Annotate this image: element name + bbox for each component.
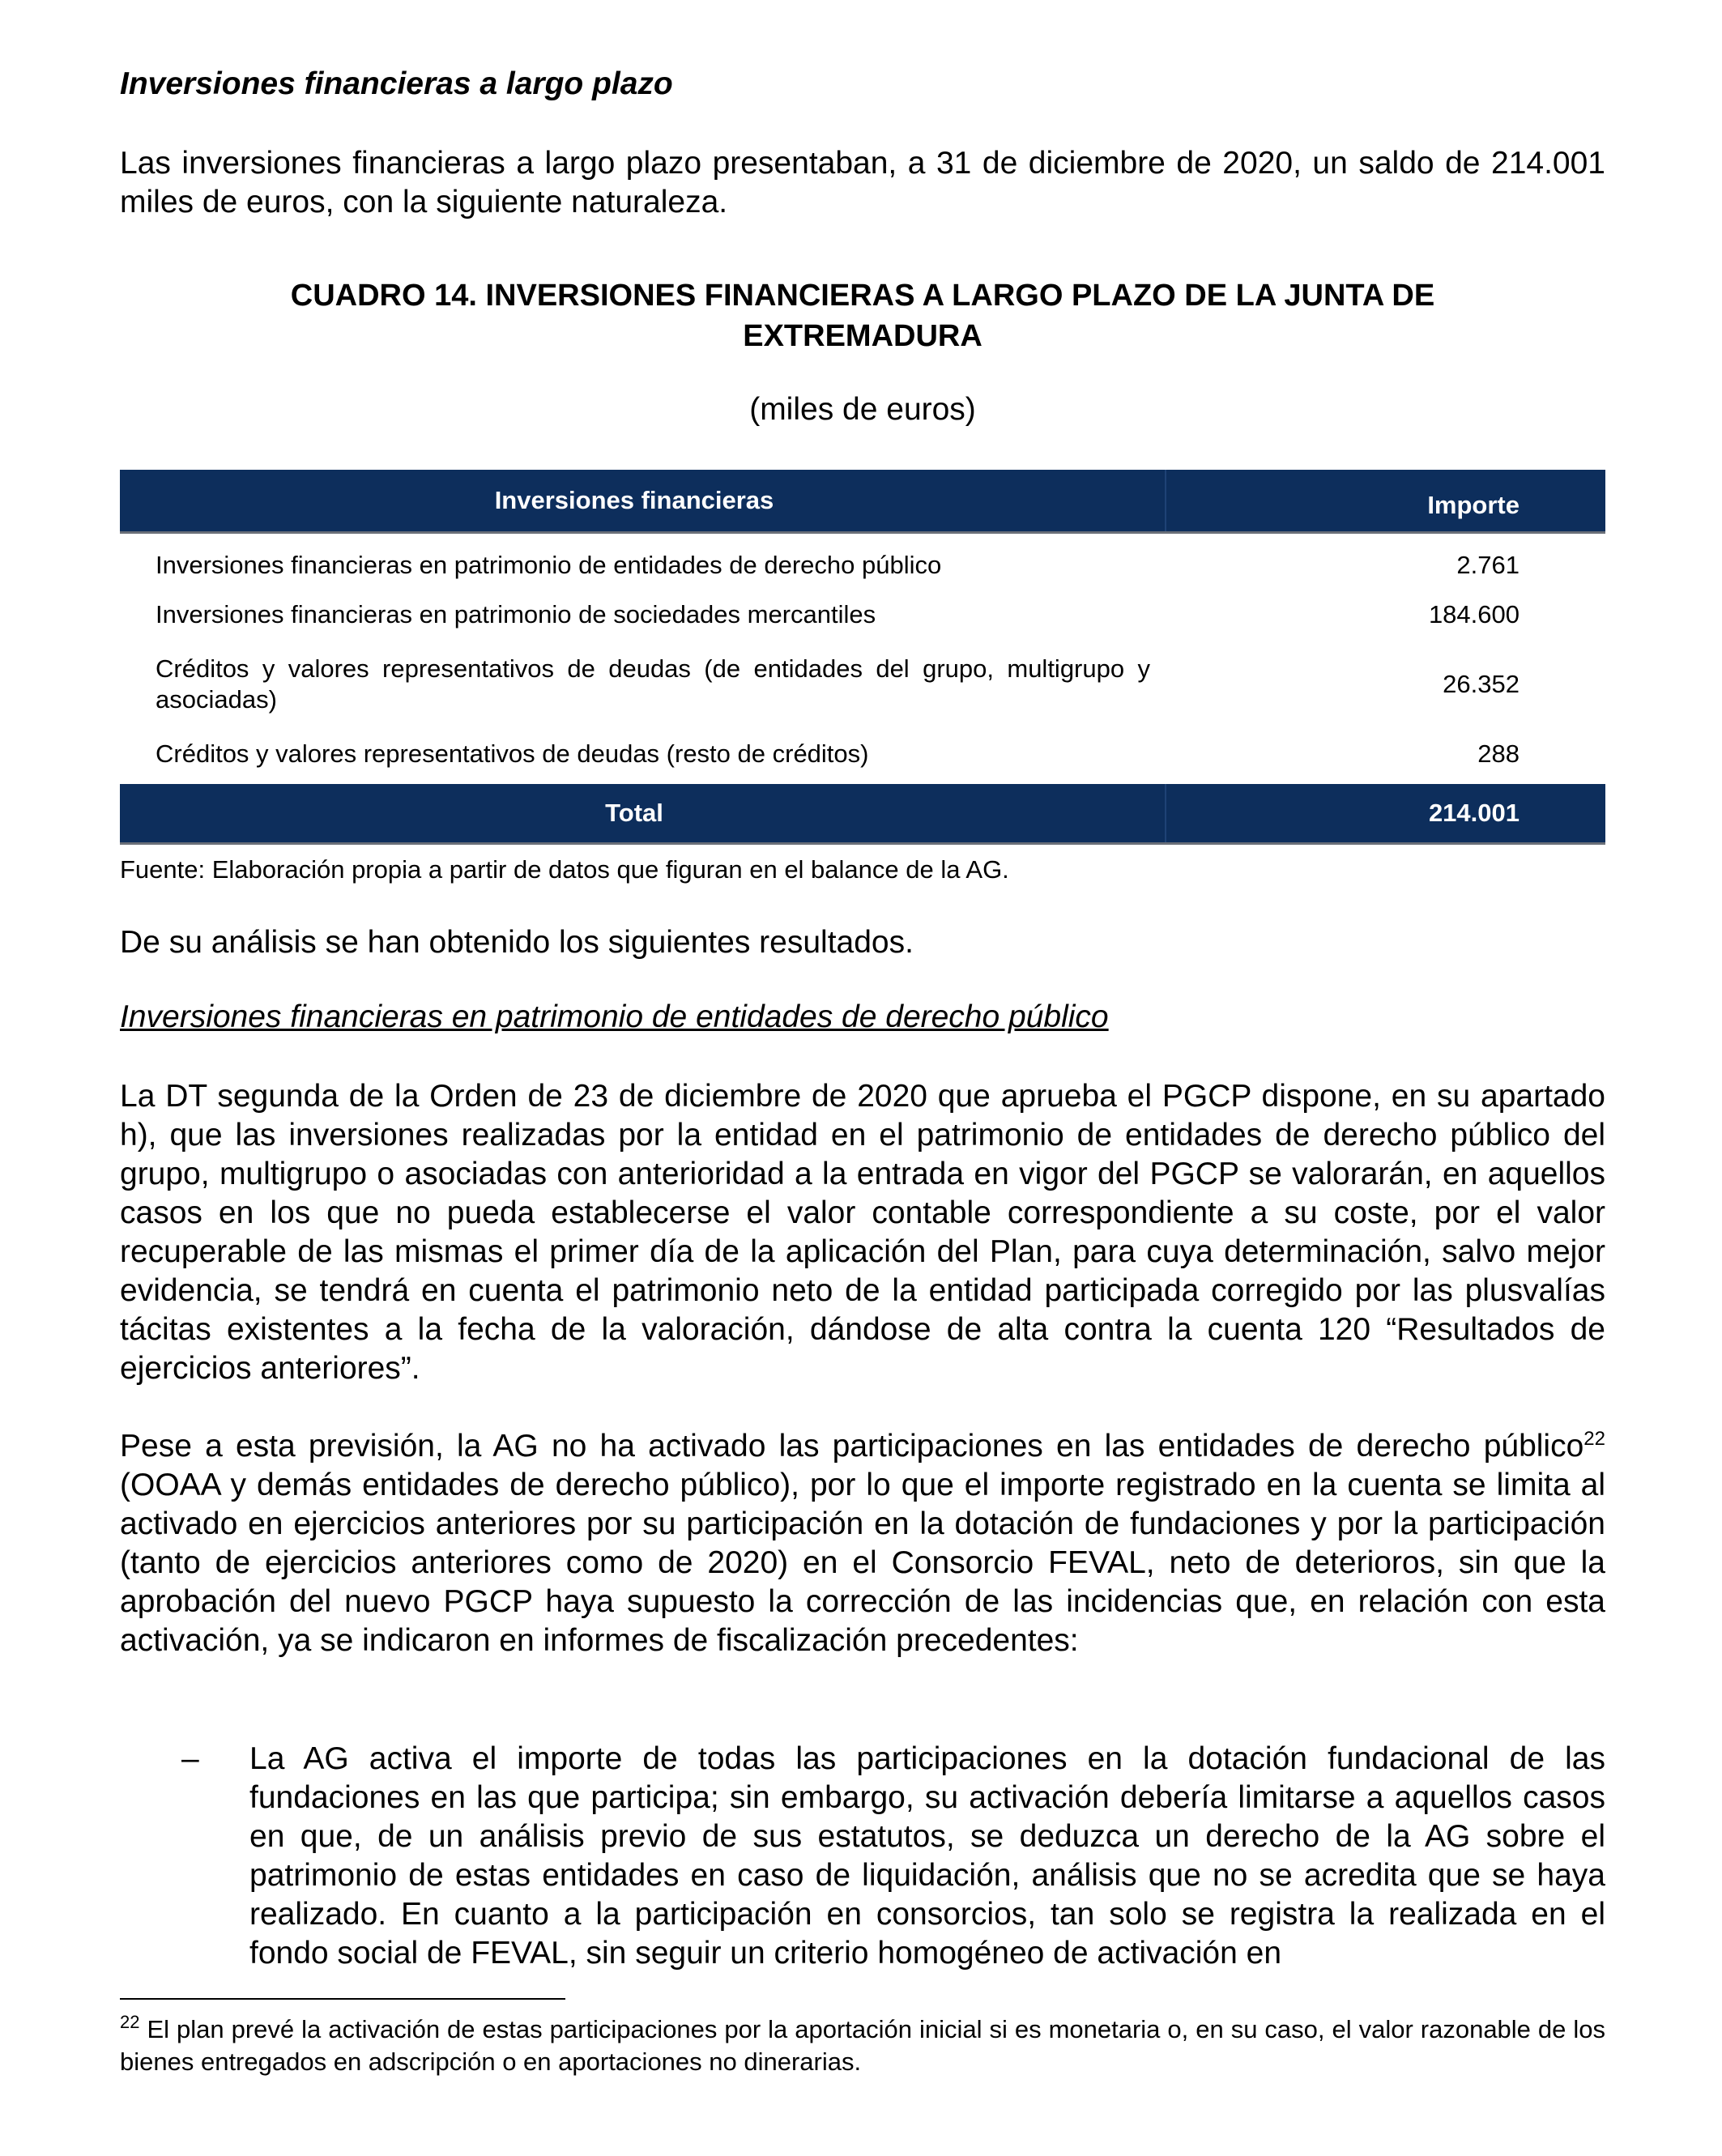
table-total-row [120, 784, 1605, 842]
document-page [120, 0, 1605, 2156]
analysis-intro: De su análisis se han obtenido los siguientes resultados. [120, 925, 914, 960]
table-title-line2: EXTREMADURA [743, 319, 982, 353]
footnote-separator [120, 1998, 565, 2000]
list-bullet-dash: – [181, 1741, 199, 1776]
total-label: Total [120, 784, 1166, 842]
list-item: La AG activa el importe de todas las participaciones en la dotación fundacional de las fundaciones en las que participa; sin embargo, su activación debería limitarse a aquellos casos en que, de un análisis previo de sus estatutos, se deduzca un derecho de la AG sobre el patrimonio de estas entidades en caso de liquidación, análisis que no se acredita que se haya realizado. En cuanto a la participación en consorcios, tan solo se registra la realizada en el fondo social de FEVAL, sin seguir un criterio homogéneo de activación en [249, 1741, 1605, 1971]
paragraph-dt-segunda: La DT segunda de la Orden de 23 de diciembre de 2020 que aprueba el PGCP dispone, en su apartado h), que las inversiones realizadas por la entidad en el patrimonio de entidades de derecho público del grupo, multigrupo o asociadas con anterioridad a la entrada en vigor del PGCP se valorarán, en aquellos casos en los que no pueda establecerse el valor contable correspondiente a su coste, por el valor recuperable de las mismas el primer día de la aplicación del Plan, para cuya determinación, salvo mejor evidencia, se tendrá en cuenta el patrimonio neto de la entidad participada corregido por las plusvalías tácitas existentes a la fecha de la valoración, dándose de alta contra la cuenta 120 “Resultados de ejercicios anteriores”. [120, 1079, 1605, 1386]
table-title-line1: CUADRO 14. INVERSIONES FINANCIERAS A LARGO PLAZO DE LA JUNTA DE [290, 279, 1435, 313]
table-row [120, 729, 1605, 779]
header-amount: Importe [1427, 491, 1520, 519]
section-heading: Inversiones financieras a largo plazo [120, 66, 673, 101]
intro-paragraph: Las inversiones financieras a largo plazo presentaban, a 31 de diciembre de 2020, un saldo de 214.001 miles de euros, con la siguiente naturaleza. [120, 146, 1605, 219]
table-row [120, 590, 1605, 640]
row-concept: Inversiones financieras en patrimonio de sociedades mercantiles [156, 600, 876, 628]
paragraph-pese-prevision [120, 1427, 1605, 1660]
footnote-text: El plan prevé la activación de estas participaciones por la aportación inicial si es monetaria o, en su caso, el valor razonable de los bienes entregados en adscripción o en aportaciones no dinerarias. [120, 2015, 1605, 2076]
row-concept: Créditos y valores representativos de deudas (de entidades del grupo, multigrupo y asociadas) [156, 654, 1150, 714]
table-source: Fuente: Elaboración propia a partir de datos que figuran en el balance de la AG. [120, 855, 1009, 884]
table-title [120, 275, 1605, 356]
paragraph2-after-ref: (OOAA y demás entidades de derecho público), por lo que el importe registrado en la cuenta se limita al activado en ejercicios anteriores por su participación en la dotación de fundaciones y por la participación (tanto de ejercicios anteriores como de 2020) en el Consorcio FEVAL, neto de deterioros, sin que la aprobación del nuevo PGCP haya supuesto la corrección de las incidencias que, en relación con esta activación, ya se indicaron en informes de fiscalización precedentes: [120, 1468, 1605, 1658]
footnote-number: 22 [120, 2012, 140, 2032]
table-row [120, 541, 1605, 590]
table-header-row [120, 470, 1605, 531]
table-row [120, 640, 1605, 729]
investments-table [120, 470, 1605, 842]
row-amount: 26.352 [1443, 670, 1520, 698]
footnote [120, 2013, 1605, 2078]
paragraph2-before-ref: Pese a esta previsión, la AG no ha activado las participaciones en las entidades de derecho público [120, 1429, 1584, 1464]
row-amount: 184.600 [1428, 600, 1520, 628]
row-amount: 288 [1477, 739, 1520, 768]
row-amount: 2.761 [1456, 551, 1520, 579]
total-amount: 214.001 [1428, 799, 1520, 827]
row-concept: Créditos y valores representativos de deudas (resto de créditos) [156, 739, 869, 768]
footnote-reference[interactable]: 22 [1583, 1428, 1605, 1450]
row-concept: Inversiones financieras en patrimonio de entidades de derecho público [156, 551, 942, 579]
subsection-heading: Inversiones financieras en patrimonio de entidades de derecho público [120, 999, 1109, 1034]
table-units: (miles de euros) [749, 392, 976, 427]
header-concept: Inversiones financieras [120, 470, 1166, 531]
